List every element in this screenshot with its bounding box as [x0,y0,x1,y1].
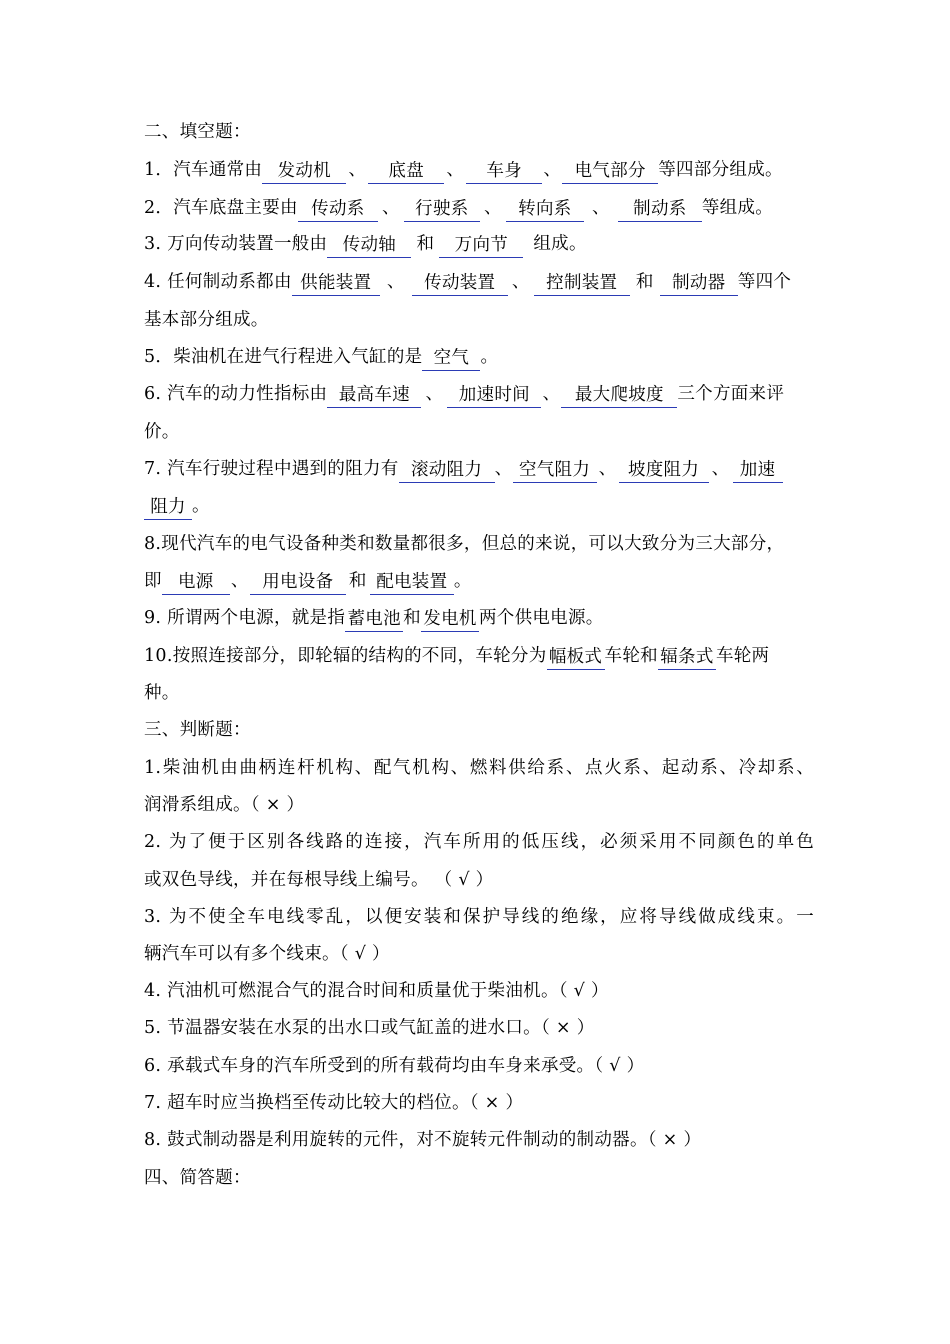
fill-question-2 [144,194,814,222]
q1-prefix: 1．汽车通常由 [144,160,263,180]
q7-prefix: 7. 汽车行驶过程中遇到的阻力有 [144,459,399,479]
tf-question-7: 7. 超车时应当换档至传动比较大的档位。（ × ） [144,1093,524,1113]
q3-answer-1: 传动轴 [327,233,411,258]
q5-answer-1: 空气 [422,346,480,371]
fill-question-10-cont: 种。 [144,683,180,703]
fill-question-1 [144,156,814,184]
q4-answer-2: 传动装置 [412,271,508,296]
q4-answer-4: 制动器 [660,271,738,296]
q6-answer-3: 最大爬坡度 [561,383,677,408]
q7-answer-1: 滚动阻力 [399,458,495,483]
section-title-fill-in: 二、填空题： [144,122,251,142]
tf-question-4: 4. 汽油机可燃混合气的混合时间和质量优于柴油机。（ √ ） [144,981,609,1001]
q3-sep-1: 和 [416,234,435,254]
fill-question-7 [144,455,814,483]
q2-prefix: 2．汽车底盘主要由 [144,198,298,218]
q5-suffix: 。 [480,347,499,367]
q1-answer-3: 车身 [466,159,542,184]
tf-question-2: 2. 为了便于区别各线路的连接，汽车所用的低压线，必须采用不同颜色的单色 [144,832,814,852]
q8-prefix: 即 [144,571,162,591]
q6-sep-1: 、 [425,384,444,404]
fill-question-6 [144,380,814,408]
q7-answer-4-part1: 加速 [733,458,783,483]
q1-answer-4: 电气部分 [562,159,658,184]
fill-question-8-cont [144,567,814,595]
fill-question-8: 8.现代汽车的电气设备种类和数量都很多，但总的来说，可以大致分为三大部分， [144,534,785,554]
tf-question-2-cont: 或双色导线，并在每根导线上编号。 （ √ ） [144,870,494,890]
q1-suffix: 等四部分组成。 [658,160,783,180]
q8-answer-1: 电源 [162,570,230,595]
fill-question-10 [144,642,814,670]
q8-answer-3: 配电装置 [370,570,454,595]
q7-answer-2: 空气阻力 [513,458,597,483]
q9-sep-1: 和 [403,608,421,628]
q2-suffix: 等组成。 [701,198,774,218]
q6-prefix: 6. 汽车的动力性指标由 [144,384,328,404]
q4-suffix: 等四个 [737,272,792,292]
fill-question-6-cont: 价。 [144,422,180,442]
q10-answer-2: 辐条式 [658,645,716,670]
q1-answer-1: 发动机 [262,159,346,184]
q6-sep-2: 、 [542,384,561,404]
fill-question-7-cont [144,492,814,520]
q2-answer-2: 行驶系 [404,197,480,222]
q3-prefix: 3. 万向传动装置一般由 [144,234,328,254]
q2-sep-3: 、 [591,198,610,218]
section-title-short-answer: 四、简答题： [144,1168,251,1188]
q8-answer-2: 用电设备 [250,570,346,595]
q7-suffix: 。 [192,496,210,516]
tf-question-3: 3. 为不使全车电线零乱，以便安装和保护导线的绝缘，应将导线做成线束。一 [144,907,814,927]
q9-answer-2: 发电机 [421,607,479,632]
q7-sep-1: 、 [494,459,513,479]
q1-sep-1: 、 [348,160,367,180]
q10-prefix: 10.按照连接部分，即轮辐的结构的不同，车轮分为 [144,646,547,666]
q8-sep-2: 和 [348,571,367,591]
q10-answer-1: 幅板式 [547,645,605,670]
q8-suffix: 。 [453,571,472,591]
q4-answer-3: 控制装置 [534,271,630,296]
q4-prefix: 4. 任何制动系都由 [144,272,292,292]
fill-question-4 [144,268,814,296]
q6-answer-2: 加速时间 [447,383,541,408]
tf-question-1: 1.柴油机由曲柄连杆机构、配气机构、燃料供给系、点火系、起动系、冷却系、 [144,758,814,778]
section-title-true-false: 三、判断题： [144,720,251,740]
fill-question-3 [144,230,814,258]
q10-suffix: 车轮两 [715,646,770,666]
tf-question-6: 6. 承载式车身的汽车所受到的所有载荷均由车身来承受。（ √ ） [144,1056,645,1076]
q9-answer-1: 蓄电池 [345,607,403,632]
q2-answer-4: 制动系 [618,197,702,222]
q4-sep-1: 、 [386,272,405,292]
tf-question-8: 8. 鼓式制动器是利用旋转的元件，对不旋转元件制动的制动器。（ × ） [144,1130,702,1150]
q3-answer-2: 万向节 [439,233,523,258]
q1-sep-2: 、 [446,160,465,180]
tf-question-3-cont: 辆汽车可以有多个线束。（ √ ） [144,944,390,964]
q3-suffix: 组成。 [533,234,587,254]
q9-prefix: 9. 所谓两个电源，就是指 [144,608,346,628]
fill-question-4-cont: 基本部分组成。 [144,310,269,330]
q8-sep-1: 、 [230,571,249,591]
q5-prefix: 5．柴油机在进气行程进入气缸的是 [144,347,423,367]
q7-sep-3: 、 [711,459,730,479]
q2-sep-2: 、 [483,198,502,218]
q10-sep-1: 车轮和 [604,646,658,666]
tf-question-5: 5. 节温器安装在水泵的出水口或气缸盖的进水口。（ × ） [144,1018,595,1038]
tf-question-1-cont: 润滑系组成。（ × ） [144,795,305,815]
q9-suffix: 两个供电电源。 [478,608,604,628]
q2-answer-1: 传动系 [298,197,378,222]
q1-answer-2: 底盘 [368,159,444,184]
q4-sep-2: 、 [511,272,530,292]
q7-answer-4-part2: 阻力 [144,495,192,520]
fill-question-5 [144,343,814,371]
q1-sep-3: 、 [543,160,562,180]
q2-sep-1: 、 [381,198,400,218]
fill-question-9 [144,604,814,632]
q6-answer-1: 最高车速 [327,383,421,408]
q4-answer-1: 供能装置 [292,271,380,296]
q7-sep-2: 、 [598,459,617,479]
q4-sep-3: 和 [635,272,654,292]
q7-answer-3: 坡度阻力 [619,458,709,483]
q2-answer-3: 转向系 [506,197,584,222]
q6-suffix: 三个方面来评 [677,384,785,404]
